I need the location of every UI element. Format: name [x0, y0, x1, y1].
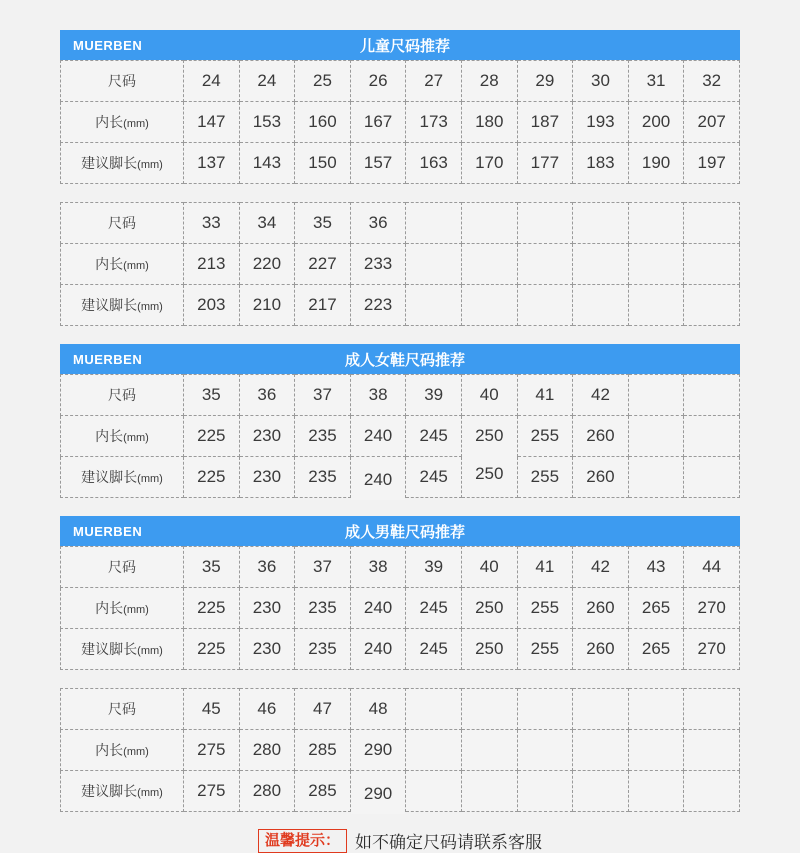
cell: 160: [295, 102, 351, 143]
cell: 180: [461, 102, 517, 143]
cell: 173: [406, 102, 462, 143]
cell: 46: [239, 689, 295, 730]
section-header-men: [60, 516, 740, 546]
section-men-continued: [60, 688, 740, 812]
cell: 265: [628, 588, 684, 629]
cell: 203: [184, 285, 240, 326]
cell: 42: [573, 547, 629, 588]
cell: 210: [239, 285, 295, 326]
cell: 270: [684, 588, 740, 629]
cell: 35: [295, 203, 351, 244]
cell-empty: [406, 203, 462, 244]
cell: 40: [461, 547, 517, 588]
section-women: [60, 344, 740, 498]
cell-empty: [684, 730, 740, 771]
cell: 33: [184, 203, 240, 244]
cell-empty: [628, 689, 684, 730]
cell-empty: [461, 689, 517, 730]
cell: 40: [461, 375, 517, 416]
cell: 223: [350, 285, 406, 326]
row-label: 建议脚长(mm): [61, 771, 184, 812]
cell: 250: [461, 454, 517, 495]
table-row: [61, 629, 740, 670]
cell: 230: [239, 457, 295, 498]
cell: 190: [628, 143, 684, 184]
cell: 197: [684, 143, 740, 184]
cell: 30: [573, 61, 629, 102]
cell-empty: [517, 203, 573, 244]
table-row: [61, 457, 740, 498]
cell-empty: [684, 689, 740, 730]
cell: 147: [184, 102, 240, 143]
size-table-men: [60, 546, 740, 670]
section-gap: [0, 498, 800, 516]
cell-empty: [461, 203, 517, 244]
cell: 143: [239, 143, 295, 184]
brand-label: MUERBEN: [73, 523, 143, 539]
cell: 270: [684, 629, 740, 670]
row-label: 建议脚长(mm): [61, 143, 184, 184]
cell: 225: [184, 457, 240, 498]
cell: 235: [295, 457, 351, 498]
section-header-children: [60, 30, 740, 60]
tip-badge: 温馨提示：: [258, 829, 347, 853]
cell: 27: [406, 61, 462, 102]
cell-empty: [406, 244, 462, 285]
cell: 39: [406, 375, 462, 416]
cell-empty: [573, 285, 629, 326]
row-label: 建议脚长(mm): [61, 285, 184, 326]
section-title: 成人女鞋尺码推荐: [344, 351, 465, 369]
cell: 32: [684, 61, 740, 102]
cell-empty: [628, 375, 684, 416]
size-table-men-continued: [60, 688, 740, 812]
table-row: [61, 588, 740, 629]
cell-empty: [628, 244, 684, 285]
row-label: 内长(mm): [61, 588, 184, 629]
cell: 167: [350, 102, 406, 143]
cell-empty: [684, 457, 740, 498]
cell: 137: [184, 143, 240, 184]
section-children-continued: [60, 202, 740, 326]
cell: 285: [295, 771, 351, 812]
table-row: [61, 285, 740, 326]
cell: 255: [517, 588, 573, 629]
cell: 260: [573, 416, 629, 457]
cell: 170: [461, 143, 517, 184]
cell: 25: [295, 61, 351, 102]
cell: 35: [184, 375, 240, 416]
table-row: [61, 244, 740, 285]
cell: 26: [350, 61, 406, 102]
cell: 41: [517, 375, 573, 416]
table-row: [61, 689, 740, 730]
footer-tip: [60, 812, 740, 853]
cell: 240: [350, 460, 406, 501]
cell: 31: [628, 61, 684, 102]
cell: 29: [517, 61, 573, 102]
cell-empty: [684, 203, 740, 244]
cell: 275: [184, 771, 240, 812]
cell: 38: [350, 375, 406, 416]
cell-empty: [406, 285, 462, 326]
cell-empty: [684, 416, 740, 457]
row-label: 尺码: [61, 547, 184, 588]
row-label: 内长(mm): [61, 244, 184, 285]
cell-empty: [517, 244, 573, 285]
cell: 245: [406, 457, 462, 498]
table-row: [61, 375, 740, 416]
section-gap: [0, 670, 800, 688]
cell-empty: [684, 375, 740, 416]
cell: 285: [295, 730, 351, 771]
cell: 43: [628, 547, 684, 588]
cell: 235: [295, 629, 351, 670]
cell: 177: [517, 143, 573, 184]
cell-empty: [517, 771, 573, 812]
cell: 227: [295, 244, 351, 285]
cell-empty: [628, 771, 684, 812]
cell: 37: [295, 375, 351, 416]
size-table-women: [60, 374, 740, 498]
cell: 153: [239, 102, 295, 143]
cell: 290: [350, 774, 406, 815]
table-row: [61, 771, 740, 812]
top-spacer: [0, 0, 800, 30]
section-children: [60, 30, 740, 184]
section-header-women: [60, 344, 740, 374]
cell: 245: [406, 629, 462, 670]
cell: 150: [295, 143, 351, 184]
cell: 240: [350, 416, 406, 457]
cell: 225: [184, 588, 240, 629]
row-label: 建议脚长(mm): [61, 457, 184, 498]
cell: 260: [573, 588, 629, 629]
cell-empty: [406, 771, 462, 812]
cell: 255: [517, 629, 573, 670]
row-label: 尺码: [61, 61, 184, 102]
cell-empty: [573, 203, 629, 244]
cell-empty: [628, 203, 684, 244]
cell: 225: [184, 416, 240, 457]
cell: 275: [184, 730, 240, 771]
cell: 250: [461, 588, 517, 629]
cell: 200: [628, 102, 684, 143]
row-label: 建议脚长(mm): [61, 629, 184, 670]
table-row: [61, 730, 740, 771]
cell: 250: [461, 416, 517, 457]
cell-empty: [684, 285, 740, 326]
cell-empty: [517, 689, 573, 730]
cell: 193: [573, 102, 629, 143]
brand-label: MUERBEN: [73, 37, 143, 53]
cell: 230: [239, 588, 295, 629]
cell: 245: [406, 588, 462, 629]
brand-label: MUERBEN: [73, 351, 143, 367]
table-row: [61, 143, 740, 184]
size-table-children: [60, 60, 740, 184]
cell: 230: [239, 416, 295, 457]
cell-empty: [628, 457, 684, 498]
row-label: 内长(mm): [61, 416, 184, 457]
cell-empty: [461, 244, 517, 285]
cell: 36: [239, 375, 295, 416]
cell: 35: [184, 547, 240, 588]
table-row: [61, 416, 740, 457]
cell: 213: [184, 244, 240, 285]
cell: 235: [295, 588, 351, 629]
cell: 240: [350, 629, 406, 670]
cell-empty: [517, 730, 573, 771]
cell: 235: [295, 416, 351, 457]
cell-empty: [684, 244, 740, 285]
cell-empty: [461, 285, 517, 326]
row-label: 内长(mm): [61, 102, 184, 143]
row-label: 内长(mm): [61, 730, 184, 771]
cell: 290: [350, 730, 406, 771]
cell-empty: [573, 730, 629, 771]
cell: 207: [684, 102, 740, 143]
cell: 260: [573, 457, 629, 498]
cell: 34: [239, 203, 295, 244]
cell: 47: [295, 689, 351, 730]
table-row: [61, 203, 740, 244]
cell-empty: [573, 244, 629, 285]
cell: 250: [461, 629, 517, 670]
cell-empty: [461, 771, 517, 812]
cell: 44: [684, 547, 740, 588]
cell: 217: [295, 285, 351, 326]
cell: 157: [350, 143, 406, 184]
section-gap: [0, 326, 800, 344]
cell: 220: [239, 244, 295, 285]
cell: 39: [406, 547, 462, 588]
row-label: 尺码: [61, 689, 184, 730]
table-row: [61, 102, 740, 143]
cell-empty: [406, 730, 462, 771]
cell: 36: [350, 203, 406, 244]
tip-text: 如不确定尺码请联系客服: [355, 833, 542, 852]
cell-empty: [573, 689, 629, 730]
cell-empty: [461, 730, 517, 771]
cell: 245: [406, 416, 462, 457]
cell: 42: [573, 375, 629, 416]
cell: 230: [239, 629, 295, 670]
section-gap: [0, 184, 800, 202]
cell: 24: [184, 61, 240, 102]
cell: 183: [573, 143, 629, 184]
cell-empty: [628, 285, 684, 326]
cell: 255: [517, 457, 573, 498]
footer-tip-inner: [258, 828, 542, 853]
cell: 48: [350, 689, 406, 730]
cell: 280: [239, 771, 295, 812]
cell: 24: [239, 61, 295, 102]
cell: 225: [184, 629, 240, 670]
row-label: 尺码: [61, 203, 184, 244]
size-table-children-continued: [60, 202, 740, 326]
cell: 45: [184, 689, 240, 730]
cell-empty: [628, 730, 684, 771]
cell: 240: [350, 588, 406, 629]
table-row: [61, 547, 740, 588]
cell-empty: [517, 285, 573, 326]
cell-empty: [628, 416, 684, 457]
cell: 37: [295, 547, 351, 588]
cell: 260: [573, 629, 629, 670]
row-label: 尺码: [61, 375, 184, 416]
section-title: 成人男鞋尺码推荐: [344, 523, 465, 541]
cell: 163: [406, 143, 462, 184]
cell: 265: [628, 629, 684, 670]
cell: 280: [239, 730, 295, 771]
cell: 41: [517, 547, 573, 588]
cell-empty: [406, 689, 462, 730]
cell: 28: [461, 61, 517, 102]
section-title: 儿童尺码推荐: [359, 37, 450, 55]
cell-empty: [573, 771, 629, 812]
cell: 233: [350, 244, 406, 285]
cell-empty: [684, 771, 740, 812]
table-row: [61, 61, 740, 102]
cell: 38: [350, 547, 406, 588]
section-men: [60, 516, 740, 670]
cell: 187: [517, 102, 573, 143]
cell: 255: [517, 416, 573, 457]
cell: 36: [239, 547, 295, 588]
